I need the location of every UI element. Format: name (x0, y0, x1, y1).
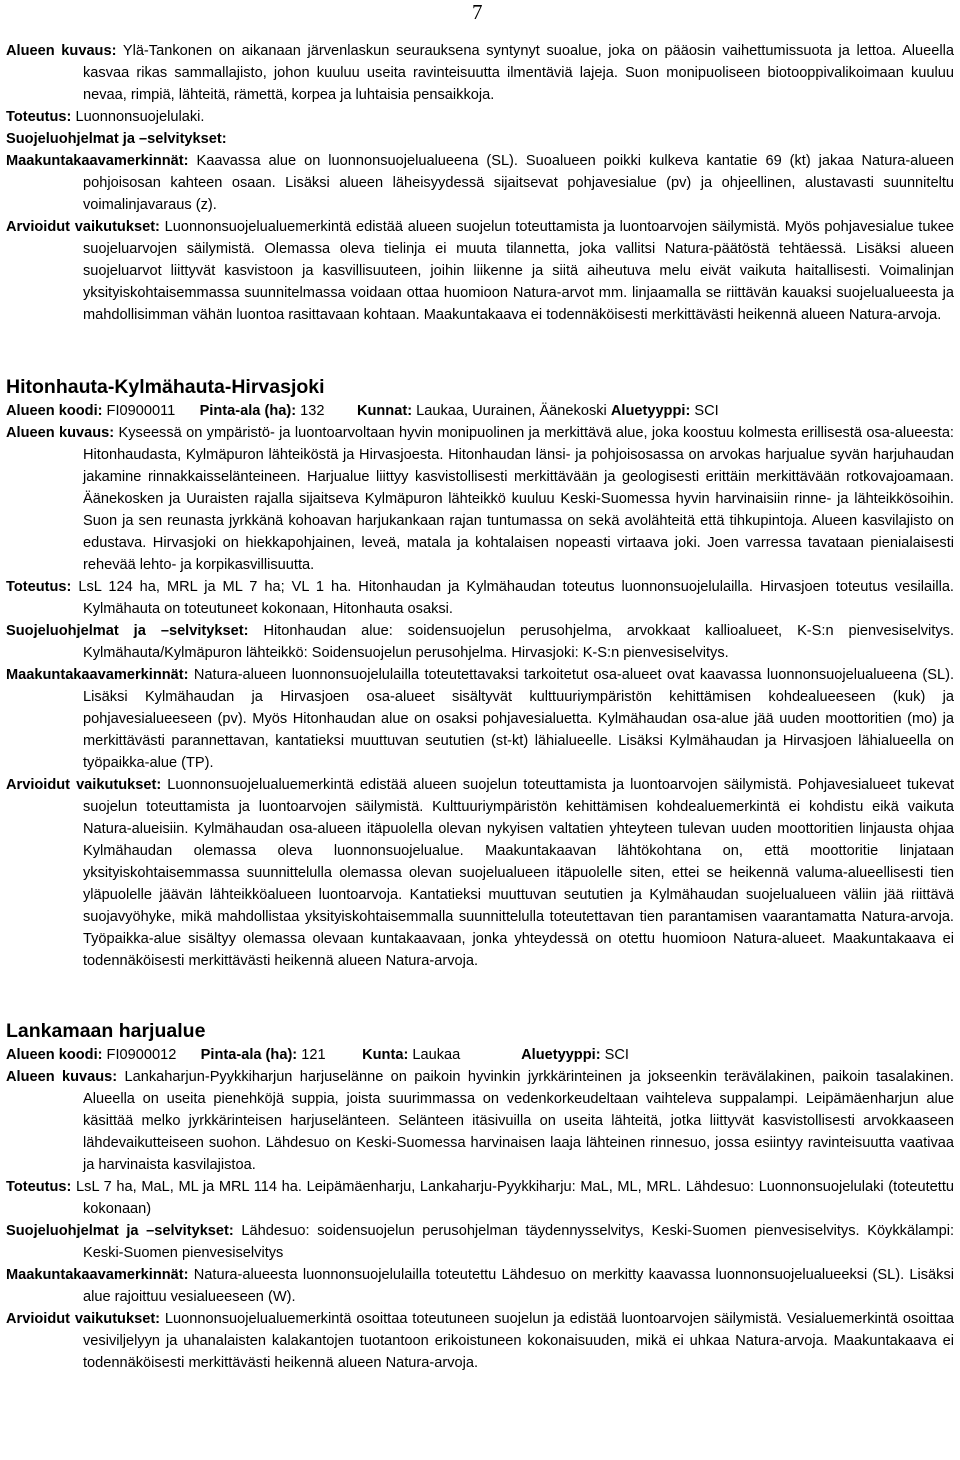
label: Alueen kuvaus: (6, 1069, 118, 1085)
text: Natura-alueen luonnonsuojelulailla toteutettavaksi tarkoitetut osa-alueet ovat kaavassa luonnonsuojelualueena (SL). Lisäksi Kylmähaudan ja Hirvasjoen osa-alueet sisältyvät kulttuuriympäristön kehittämisen kohdealueeseen (kuk) ja pohjavesialueeseen (pv). Myös Hitonhaudan alue on osaksi pohjavesialuetta. Kylmähaudan osa-alue jää uuden moottoritien (mo) ja merkittävästi parannettavan, kantatieksi muuttuvan seututien (st-kt) lähialueelle. Lisäksi Kylmähaudan ja Hirvasjoen lähialueella on työpaikka-alue (TP). (83, 667, 955, 771)
section2-arvioidut (6, 1308, 954, 1374)
koodi-label: Alueen koodi: (6, 403, 103, 419)
section2-toteutus (6, 1176, 954, 1220)
section-title-lankamaa: Lankamaan harjualue (6, 1020, 206, 1042)
text: Luonnonsuojelualuemerkintä osoittaa toteutuneen suojelun ja edistää luontoarvojen säilymistä. Vesialuemerkintä osoittaa vesiviljelyyn ja uhanalaisten kalakantojen tuotantoon erikoistuneen kokonaisuuden, mikä ei uhkaa Natura-arvoja. Maakuntakaava ei todennäköisesti merkittävästi heikennä alueen Natura-arvoja. (83, 1311, 954, 1371)
section1-kuvaus (6, 422, 954, 576)
label: Maakuntakaavamerkinnät: (6, 1267, 189, 1283)
label: Alueen kuvaus: (6, 425, 115, 441)
tyyppi-value: SCI (694, 403, 719, 419)
label: Arvioidut vaikutukset: (6, 219, 160, 235)
text: Luonnonsuojelualuemerkintä edistää alueen suojelun toteuttamista ja luontoarvojen säilymistä. Myös pohjavesialue tukee suojeluarvojen säilymistä. Olemassa oleva tielinja ei muuta tilannetta, joka vallitsi Natura-päätöstä tehtäessä. Lisäksi alueen suojeluarvot liittyvät kasvistoon ja kasvillisuuteen, joihin liikenne ja siitä aiheutuva melu eivät vaikuta haitallisesti. Voimalinjan yksityiskohtaisemmassa suunnitelmassa voidaan ottaa huomioon Natura-arvot mm. linjaamalla se riittävän kauaksi suojelualueesta ja mahdollisimman vähän luontoa rasittavaan kohtaan. Maakuntakaava ei todennäköisesti merkittävästi heikennä alueen Natura-arvoja. (83, 219, 955, 323)
kunta-label: Kunta: (362, 1047, 409, 1063)
label: Maakuntakaavamerkinnät: (6, 153, 189, 169)
section2-meta (6, 1044, 954, 1066)
intro-arvioidut (6, 216, 954, 326)
kunta-value: Laukaa (412, 1047, 461, 1063)
intro-toteutus (6, 106, 954, 128)
label: Alueen kuvaus: (6, 43, 117, 59)
label: Toteutus: (6, 579, 72, 595)
text: Kaavassa alue on luonnonsuojelualueena (SL). Suoalueen poikki kulkeva kantatie 69 (kt) jakaa Natura-alueen pohjoisosan kahteen osaan. Lisäksi alueen läheisyydessä sijaitsevat pohjavesialue (pv) ja ohjeellinen, alustavasti suunniteltu voimalinjavaraus (z). (83, 153, 954, 213)
section2-kuvaus (6, 1066, 954, 1176)
section1-suojelu (6, 620, 954, 664)
text: Ylä-Tankonen on aikanaan järvenlaskun seurauksena syntynyt suoalue, joka on pääosin vaihettumissuota ja lettoa. Alueella kasvaa rikas sammallajisto, johon kuuluu useita ravinteisuutta ilmentäviä lajeja. Suon monipuoliseen biotooppivalikoimaan kuuluu nevaa, rimpiä, lähteitä, rämettä, korpea ja luhtaisia pensaikkoja. (83, 43, 954, 103)
label: Arvioidut vaikutukset: (6, 777, 162, 793)
ala-value: 121 (301, 1047, 326, 1063)
ala-label: Pinta-ala (ha): (200, 1047, 298, 1063)
label: Maakuntakaavamerkinnät: (6, 667, 189, 683)
koodi-label: Alueen koodi: (6, 1047, 103, 1063)
section1-meta (6, 400, 954, 422)
koodi-value: FI0900011 (106, 403, 176, 419)
kunnat-value: Laukaa, Uurainen, Äänekoski (416, 403, 607, 419)
koodi-value: FI0900012 (106, 1047, 177, 1063)
section-title-hitonhauta: Hitonhauta-Kylmähauta-Hirvasjoki (6, 376, 325, 398)
text: Kyseessä on ympäristö- ja luontoarvoltaan hyvin monipuolinen ja merkittävä alue, joka koostuu kolmesta erillisestä osa-alueesta: Hitonhaudasta, Kylmäpuron lähteiköstä ja Hirvasjoesta. Hitonhaudan länsi- ja pohjoisosassa on arvokas harjualue syvän harjuhaudan jakamine rinnakkaisselänteineen. Harjualue liittyy kasvistollisesti merkittävään ja geologisesti erittäin merkittävään rotkovajoamaan. Äänekosken ja Uuraisten rajalla sijaitseva Kylmäpuron lähteikkö kuuluu Keski-Suomessa hyvin harvinaisiin rinne- ja lähteikkösoihin. Suon ja sen reunasta jyrkkänä kohoavan harjukankaan rajan tuntumassa on sekä avolähteitä että tihkupintoja. Alueen kasvilajisto on edustava. Hirvasjoki on hiekkapohjainen, leveä, matala ja kohtalaisen nopeasti virtaava joki. Joen varressa tavataan pienialaisesti rehevää lehto- ja korpikasvillisuutta. (83, 425, 954, 573)
section2-suojelu (6, 1220, 954, 1264)
tyyppi-value: SCI (604, 1047, 629, 1063)
section1-arvioidut (6, 774, 954, 972)
intro-kuvaus (6, 40, 954, 106)
text: LsL 124 ha, MRL ja ML 7 ha; VL 1 ha. Hitonhaudan ja Kylmähaudan toteutus luonnonsuojelulailla. Hirvasjoen toteutus vesilailla. Kylmähauta on toteutuneet kokonaan, Hitonhauta osaksi. (78, 579, 954, 617)
label: Suojeluohjelmat ja –selvitykset: (6, 1223, 234, 1239)
text: Natura-alueesta luonnonsuojelulailla toteutettu Lähdesuo on merkitty kaavassa luonnonsuojelualueeksi (SL). Lisäksi alue rajoittuu vesialueeseen (W). (83, 1267, 954, 1305)
text: LsL 7 ha, MaL, ML ja MRL 114 ha. Leipämäenharju, Lankaharju-Pyykkiharju: MaL, ML, MRL. Lähdesuo: Luonnonsuojelulaki (toteutettu kokonaan) (76, 1179, 955, 1217)
label: Arvioidut vaikutukset: (6, 1311, 161, 1327)
intro-maakuntakaava (6, 150, 954, 216)
tyyppi-label: Aluetyyppi: (610, 403, 691, 419)
page-number: 7 (472, 0, 483, 24)
text: Hitonhaudan alue: soidensuojelun perusohjelma, arvokkaat kallioalueet, K-S:n pienvesiselvitys. Kylmähauta/Kylmäpuron lähteikkö: Soidensuojelun perusohjelma. Hirvasjoki: K-S:n pienvesiselvitys. (83, 623, 954, 661)
section1-maakuntakaava (6, 664, 954, 774)
text: Luonnonsuojelulaki. (75, 109, 205, 125)
text: Lankaharjun-Pyykkiharjun harjuselänne on paikoin hyvinkin jyrkkärinteinen ja jokseenkin terävälakinen, paikoin tasalakinen. Alueella on useita pienehköjä suppia, joista suurimmassa on vedenkorkeudeltaan vaihteleva suppalampi. Leipämäenharjun alue käsittää melko jyrkkärinteisen harjuselänteen. Selänteen itäsivuilla on useita lähteitä, jotka liittyvät kasvistollisesti arvokkaaseen lähdevaikutteiseen suohon. Lähdesuo on Keski-Suomessa harvinaisen laaja lähteinen rinnesuo, jossa esiintyy ravinteisuutta vaativaa ja harvinaista kasvilajistoa. (83, 1069, 954, 1173)
ala-label: Pinta-ala (ha): (199, 403, 297, 419)
text: Lähdesuo: soidensuojelun perusohjelman täydennysselvitys, Keski-Suomen pienvesiselvitys. Köykkälampi: Keski-Suomen pienvesiselvitys (83, 1223, 954, 1261)
text: Luonnonsuojelualuemerkintä edistää alueen suojelun toteuttamista ja luontoarvojen säilymistä. Pohjavesialueet tukevat suojelun toteuttamista ja luontoarvojen säilymistä. Kulttuuriympäristön kehittämisen kohdealuemerkintä ei kohdistu eikä vaikuta Natura-alueisiin. Kylmähaudan osa-alueen itäpuolella olevan nykyisen valtatien yhteyteen tulevan uuden moottoritien linjausta ohjaa Kylmähaudan olemassa oleva luonnonsuojelualue. Maakuntakaavan lähtökohtana on, että moottoritie linjataan yksityiskohtaisemmassa suunnittelulla olemassa olevan suojelualueen itäpuolelle siten, ettei se heikennä valuma-alueellisesti tien yläpuolelle jäävän lähteikköalueen luontoarvoja. Kantatieksi muuttuvan seututien ja Kylmähaudan suojelualueen väliin jää riittävä suojavyöhyke, mikä mahdollistaa yksityiskohtaisemmalla suunnittelulla toteutettavan tien parantamisen vaarantamatta Natura-arvoja. Työpaikka-alue sisältyy olemassa olevaan kuntakaavaan, jonka yhteydessä on otettu huomioon Natura-alueet. Maakuntakaava ei todennäköisesti merkittävästi heikennä alueen Natura-arvoja. (83, 777, 955, 969)
label: Toteutus: (6, 1179, 72, 1195)
kunnat-label: Kunnat: (356, 403, 413, 419)
section2-maakuntakaava (6, 1264, 954, 1308)
label: Suojeluohjelmat ja –selvitykset: (6, 623, 249, 639)
document-body (6, 40, 954, 1374)
section1-toteutus (6, 576, 954, 620)
label: Toteutus: (6, 109, 72, 125)
label: Suojeluohjelmat ja –selvitykset: (6, 131, 227, 147)
ala-value: 132 (300, 403, 325, 419)
intro-suojelu (6, 128, 954, 150)
tyyppi-label: Aluetyyppi: (521, 1047, 601, 1063)
